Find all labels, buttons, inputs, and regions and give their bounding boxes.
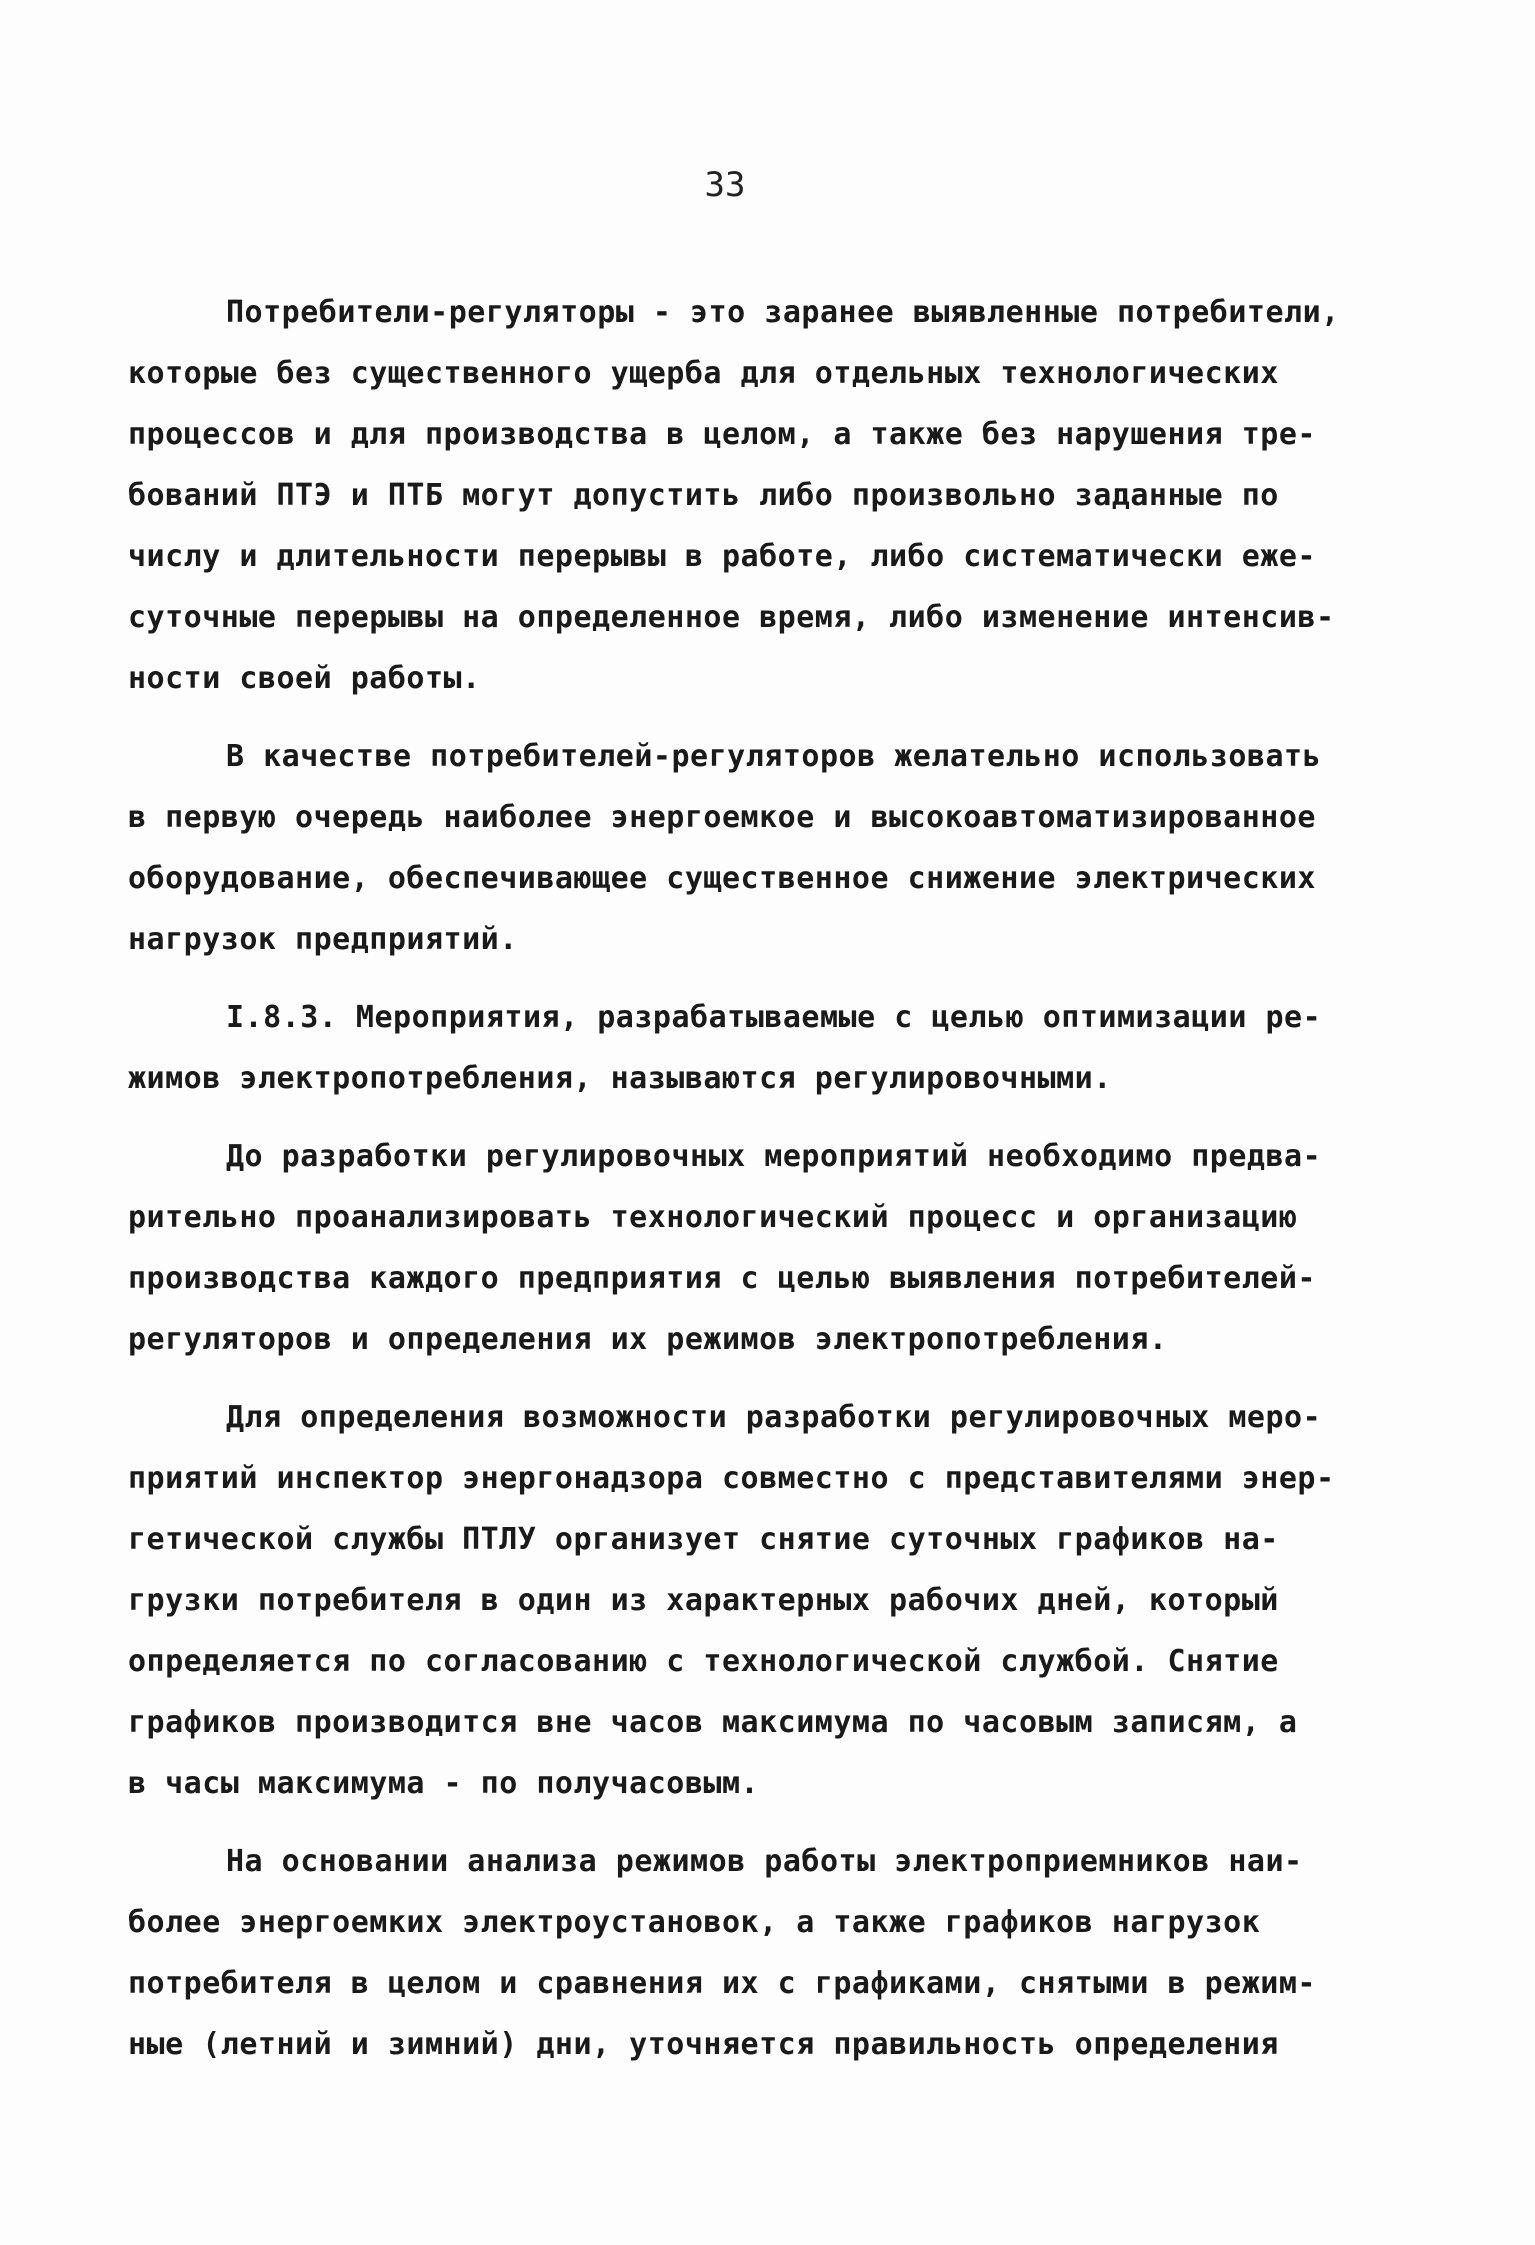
text-line: На основании анализа режимов работы электроприемников наи- xyxy=(226,1844,1303,1879)
paragraph xyxy=(128,987,1400,1109)
text-line: процессов и для производства в целом, а также без нарушения тре- xyxy=(128,417,1316,452)
text-line: нагрузок предприятий. xyxy=(128,922,518,957)
text-line: более энергоемких электроустановок, а также графиков нагрузок xyxy=(128,1905,1261,1940)
paragraph xyxy=(128,1831,1400,2075)
text-line: Потребители-регуляторы - это заранее выявленные потребители, xyxy=(226,295,1340,330)
text-line: в первую очередь наиболее энергоемкое и высокоавтоматизированное xyxy=(128,800,1316,835)
text-line: I.8.3. Мероприятия, разрабатываемые с целью оптимизации ре- xyxy=(226,1000,1322,1035)
paragraph xyxy=(128,282,1400,709)
text-line: До разработки регулировочных мероприятий необходимо предва- xyxy=(226,1139,1322,1174)
paragraph xyxy=(128,1387,1400,1814)
page-number: 33 xyxy=(704,165,746,205)
text-line: рительно проанализировать технологический процесс и организацию xyxy=(128,1200,1298,1235)
text-line: числу и длительности перерывы в работе, либо систематически еже- xyxy=(128,539,1316,574)
text-line: потребителя в целом и сравнения их с графиками, снятыми в режим- xyxy=(128,1966,1316,2001)
text-line: производства каждого предприятия с целью выявления потребителей- xyxy=(128,1261,1316,1296)
text-line: ности своей работы. xyxy=(128,661,481,696)
text-line: Для определения возможности разработки регулировочных меро- xyxy=(226,1400,1322,1435)
body-text xyxy=(128,282,1400,2092)
text-line: бований ПТЭ и ПТБ могут допустить либо произвольно заданные по xyxy=(128,478,1279,513)
text-line: В качестве потребителей-регуляторов желательно использовать xyxy=(226,739,1322,774)
text-line: регуляторов и определения их режимов электропотребления. xyxy=(128,1322,1168,1357)
text-line: в часы максимума - по получасовым. xyxy=(128,1766,760,1801)
text-line: гетической службы ПТЛУ организует снятие суточных графиков на- xyxy=(128,1522,1279,1557)
text-line: ные (летний и зимний) дни, уточняется правильность определения xyxy=(128,2027,1279,2062)
text-line: графиков производится вне часов максимума по часовым записям, а xyxy=(128,1705,1298,1740)
text-line: жимов электропотребления, называются регулировочными. xyxy=(128,1061,1112,1096)
text-line: определяется по согласованию с технологической службой. Снятие xyxy=(128,1644,1279,1679)
text-line: оборудование, обеспечивающее существенное снижение электрических xyxy=(128,861,1316,896)
text-line: приятий инспектор энергонадзора совместно с представителями энер- xyxy=(128,1461,1335,1496)
text-line: суточные перерывы на определенное время, либо изменение интенсив- xyxy=(128,600,1335,635)
text-line: грузки потребителя в один из характерных рабочих дней, который xyxy=(128,1583,1279,1618)
paragraph xyxy=(128,1126,1400,1370)
paragraph xyxy=(128,726,1400,970)
text-line: которые без существенного ущерба для отдельных технологических xyxy=(128,356,1279,391)
